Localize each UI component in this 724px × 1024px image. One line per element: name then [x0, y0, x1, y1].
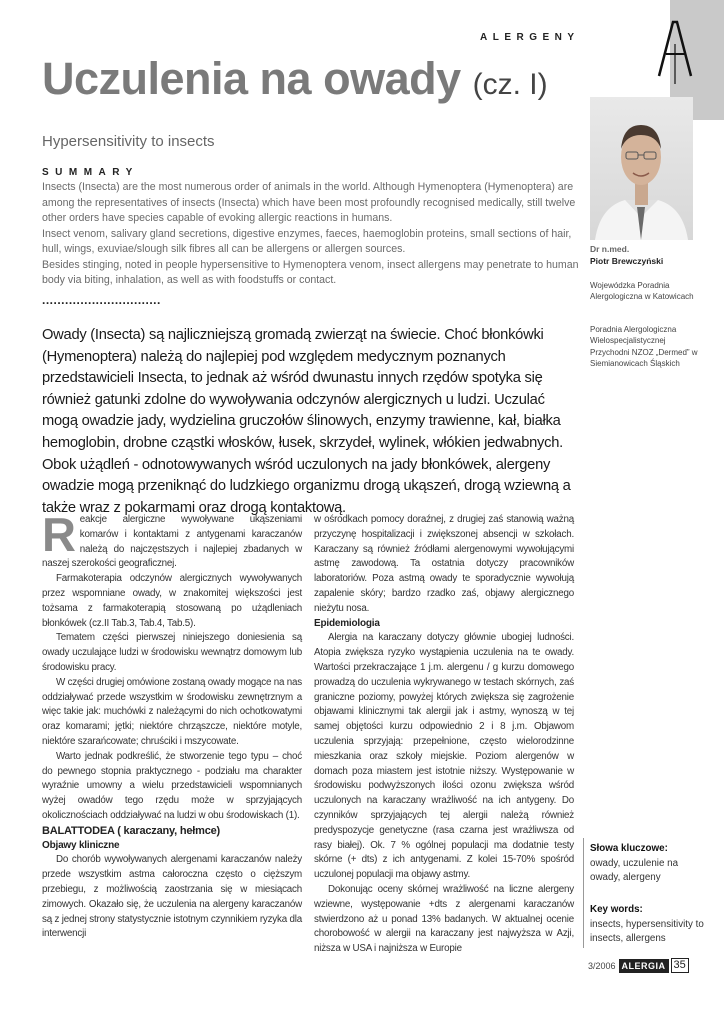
subsection-heading: Objawy kliniczne: [42, 839, 120, 851]
keywords-en: [590, 903, 710, 947]
article-title: [42, 50, 602, 114]
body-paragraph: Dokonując oceny skórnej wrażliwość na liczne alergeny wziewne, występowanie +dts z alergenami karaczanów stwierdzono aż u ponad 13% badanych. W aktualnej ocenie chorobowość w alergii na karaczany jest najwyższa w Azji, niższa w USA i najniższa w Europie: [314, 883, 574, 955]
summary-text: [42, 180, 587, 289]
journal-logo: [655, 14, 695, 84]
lead-paragraph: Owady (Insecta) są najliczniejszą gromadą zwierząt na świecie. Choć błonkówki (Hymenoptera) należą do najlepiej pod względem medycznym poznanych przedstawicieli Insecta, to jednak aż wśród dwunastu innych rzędów spotyka się również gatunki zdolne do wywoływania odczynów alergicznych u ludzi. Uczulać mogą owadzie jady, wydzielina gruczołów ślinowych, enzymy trawienne, kał, białka hemoglobin, drobne cząstki włosków, łusek, skrzydeł, wylinek, włókien jedwabnych. Obok użądleń - odnotowywanych wśród uczulonych na jady błonkówek, alergeny owadzie mogą przeniknąć do ludzkiego organizmu drogą ukąszeń, drogą wziewną a także wraz z pokarmami oraz drogą kontaktową.: [42, 327, 571, 516]
keywords-divider: [583, 838, 584, 948]
subsection-heading: Epidemiologia: [314, 617, 380, 629]
page-footer: [588, 958, 689, 973]
body-paragraph: Alergia na karaczany dotyczy głównie ubogiej ludności. Atopia zwiększa ryzyko wystąpienia uczulenia na te owady. Wartości przekraczające 1 j.m. alergenu / g kurzu domowego prowadzą do uczulenia wykrywanego w testach skórnych, zaś graniczne poziomy, powyżej których zwiększa się zagrożenie objawami klinicznymi tak alergii jak i astmy, wynoszą w tej samej objętości kurzu odpowiednio 2 i 8 j.m. Objawom uczulenia sprzyjają: przepełnione, często wielorodzinne mieszkania oraz szkoły miejskie. Poziom alergenów w domach poza miastem jest istotnie niższy. Występowanie w środowisku podwyższonych ilości ozonu zwiększa wśród uczulonych na karaczany wrażliwość na ich antygeny. Do czynników sprzyjających tej alergii należą również predyspozycje genetyczne (rasa czarna jest wrażliwsza od rasy białej). Ok. 7 % ogólnej populacji ma dodatnie testy skórne (+ dts) z ich antygenami. Z kolei 15-70% spośród uczulonej populacji ma objawy astmy.: [314, 632, 574, 881]
author-name: Piotr Brewczyński: [590, 256, 664, 266]
author-photo: [590, 97, 693, 240]
body-column-middle: [314, 513, 574, 957]
body-paragraph: w ośrodkach pomocy doraźnej, z drugiej zaś stanowią ważną przyczynę hospitalizacji i zwiększonej absencji w szkołach. Karaczany są również źródłami alergenowymi wywołującymi astmę zawodową. Ta ostatnia dotyczy pracowników laboratoriów. Poza astmą owady te sporadycznie wywołują zapalenie skóry; bardzo rzadko zaś, objawy alergicznego nieżytu nosa.: [314, 514, 574, 614]
body-column-left: [42, 508, 302, 942]
keywords-en-label: Key words:: [590, 904, 643, 915]
keywords-pl: [590, 842, 710, 886]
keywords-pl-list: owady, uczulenie na owady, alergeny: [590, 857, 679, 884]
journal-brand: ALERGIA: [619, 959, 669, 973]
body-paragraph: Farmakoterapia odczynów alergicznych wywoływanych przez wspomniane owady, w znakomitej większości jest tożsama z farmakoterapią stosowaną po użądleniach błonkówek (cz.II Tab.3, Tab.4, Tab.5).: [42, 573, 302, 629]
summary-paragraph: Insect venom, salivary gland secretions, digestive enzymes, faeces, haemoglobin proteins, small sections of hair, hull, wings, exuviae/slough silk fibres all can be allergens or allergen sources.: [42, 227, 572, 255]
author-title: Dr n.med.: [590, 244, 630, 254]
title-part: (cz. I): [472, 68, 548, 101]
summary-paragraph: Insects (Insecta) are the most numerous order of animals in the world. Although Hymenoptera (Hymenoptera) are among the representatives of insects (Insecta) which have been most profoundly recognised medically, still twelve other orders have species capable of evoking allergic reactions in humans.: [42, 181, 576, 224]
body-paragraph: W części drugiej omówione zostaną owady mogące na nas oddziaływać przede wszystkim w środowisku zewnętrznym a więc takie jak: muchówki z należącymi do nich ochotkowatymi oraz komarami; jętki; niektóre chrząszcze, niektóre motyle, niektóre szarańcowate; chruściki i mszycowate.: [42, 676, 302, 747]
keywords-pl-label: Słowa kluczowe:: [590, 843, 668, 854]
article-subtitle: Hypersensitivity to insects: [42, 133, 215, 150]
author-affiliation: Wojewódzka Poradnia Alergologiczna w Katowicach: [590, 281, 694, 302]
keywords-en-list: insects, hypersensitivity to insects, allergens: [590, 918, 704, 945]
author-affiliation: Poradnia Alergologiczna Wielospecjalistycznej Przychodni NZOZ „Dermed” w Siemianowicach Śląskich: [590, 325, 698, 368]
body-paragraph: eakcje alergiczne wywoływane ukąszeniami komarów i kontaktami z antygenami karaczanów należą do najczęstszych i najlepiej zbadanych w naszej szerokości geograficznej.: [42, 514, 302, 570]
issue-number: 3/2006: [588, 960, 616, 971]
page-number: 35: [671, 958, 689, 973]
summary-heading: SUMMARY: [42, 167, 139, 178]
body-paragraph: Tematem części pierwszej niniejszego doniesienia są owady uczulające ludzi w środowisku wewnątrz domowym lub środowisku pracy.: [42, 632, 302, 673]
drop-cap: R: [42, 508, 76, 561]
body-paragraph: Warto jednak podkreślić, że stworzenie tego typu – choć do pewnego stopnia praktycznego - podziału ma charakter wyraźnie umowny a wielu przedstawicieli wspomnianych wyżej owadów tego rzędu może w sprzyjających okolicznościach oddziaływać na ludzi w obu środowiskach (1).: [42, 750, 302, 821]
summary-paragraph: Besides stinging, noted in people hypersensitive to Hymenoptera venom, insect allergens may penetrate to human body via biting, inhalation, as well as with foodstuffs or contact.: [42, 258, 579, 286]
section-heading: BALATTODEA ( karaczany, hełmce): [42, 824, 220, 837]
separator: ...............................: [42, 293, 161, 307]
section-label: ALERGENY: [480, 32, 580, 43]
title-main: Uczulenia na owady: [42, 53, 461, 104]
body-paragraph: Do chorób wywoływanych alergenami karaczanów należy przede wszystkim astma całoroczna często o cięższym przebiegu, z możliwością zaostrzania się w miesiącach zimowych. Okazało się, że uczulenia na alergeny karaczanów są z jednej strony statystycznie istotnym czynnikiem ryzyka dla interwencji: [42, 854, 302, 940]
